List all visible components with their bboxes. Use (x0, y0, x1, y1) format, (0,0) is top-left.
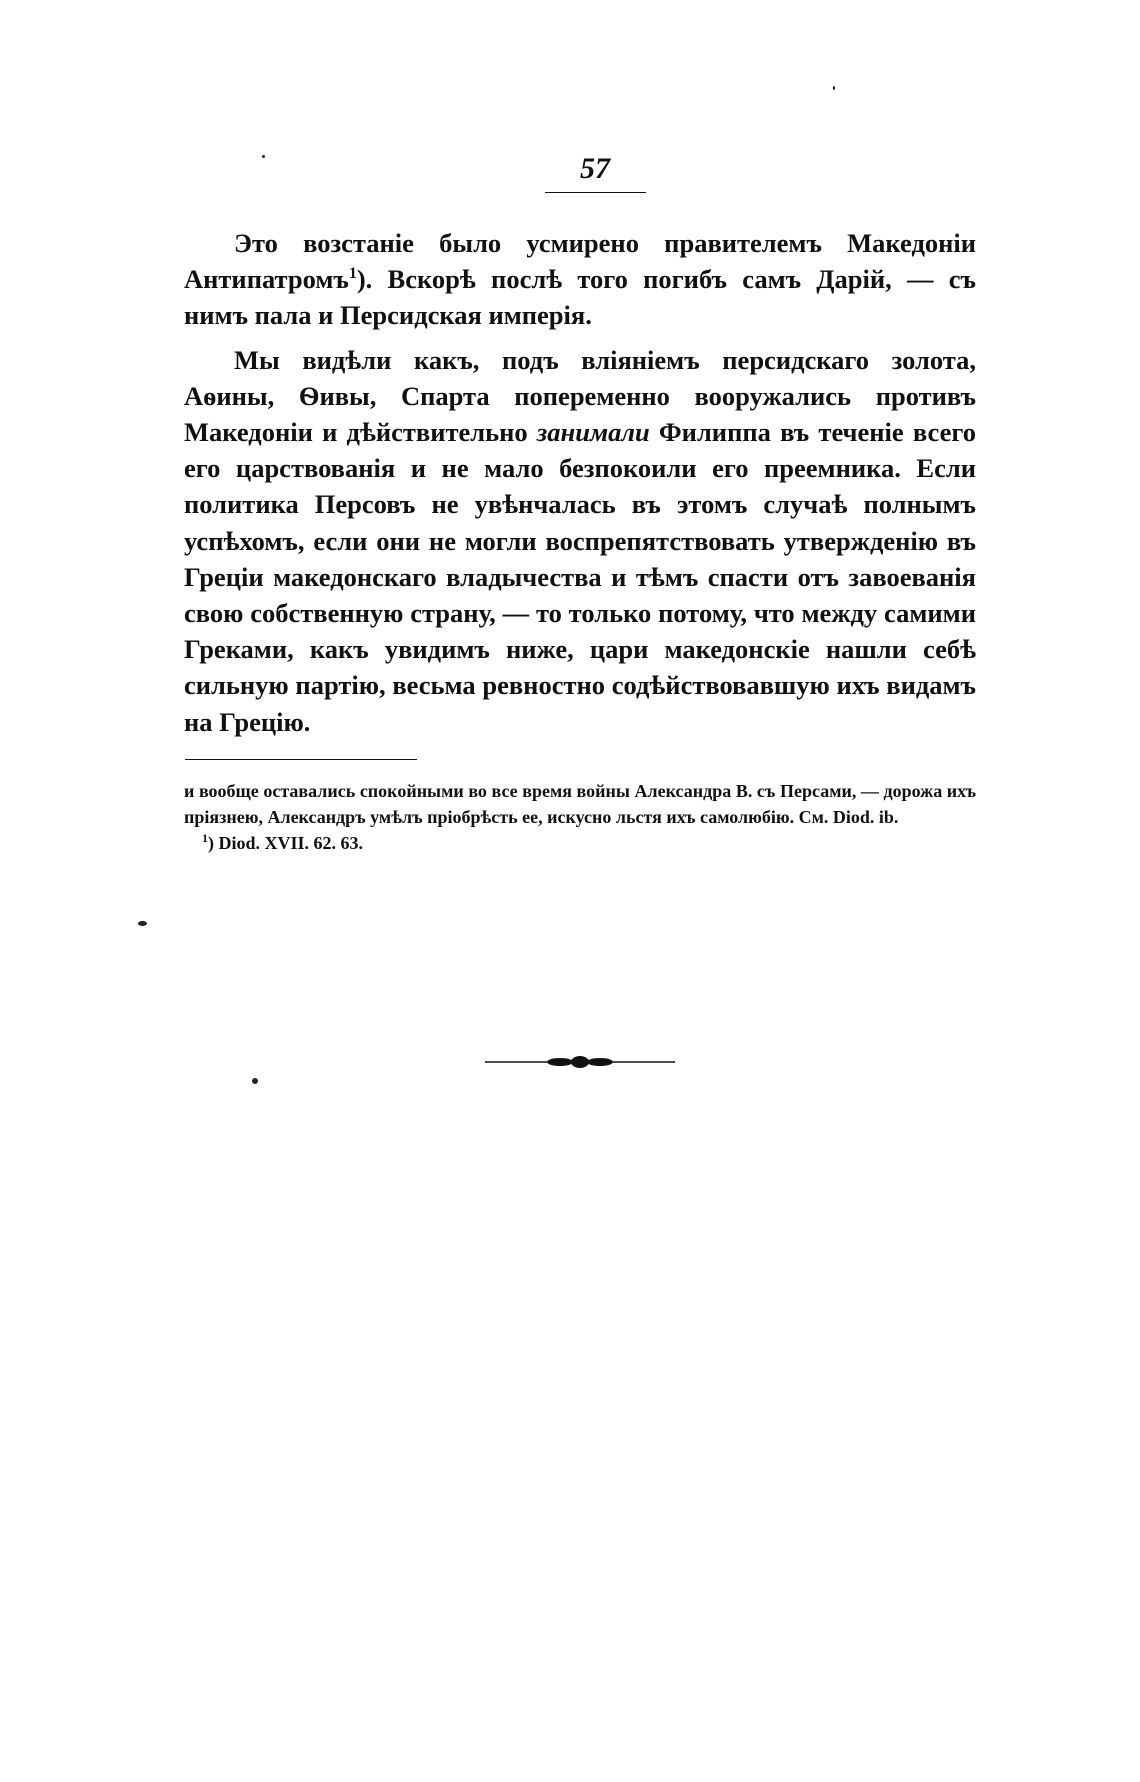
footnote-reference: 1 (348, 265, 357, 283)
ornament-center (571, 1056, 589, 1068)
header-rule (545, 192, 646, 193)
paragraph-1-text-a: Это возстаніе было усмирено правителемъ Македоніи Антипатромъ (184, 228, 976, 295)
footnote-marker: 1 (202, 831, 208, 845)
paragraph-1 (184, 225, 976, 334)
footnote-rule (185, 759, 417, 760)
ornament-leaf-left (547, 1058, 573, 1066)
paragraph-1-text-b: ). Вскорѣ послѣ того погибъ самъ Дарій, — съ нимъ пала и Персидская имперія. (184, 264, 976, 331)
paragraph-2-emphasis: занимали (536, 417, 650, 448)
paragraph-2 (184, 342, 976, 740)
footnotes (184, 778, 976, 856)
footnote-continuation: и вообще оставались спокойными во все время войны Александра В. съ Персами, — дорожа ихъ пріязнею, Александръ умѣлъ пріобрѣсть ее, искусно льстя ихъ самолюбію. См. Diod. ib. (184, 781, 976, 827)
footnote-1 (184, 830, 976, 856)
paragraph-2-text-a: Мы видѣли какъ, подъ вліяніемъ персидскаго золота, Аѳины, Ѳивы, Спарта попеременно вооружались противъ Македоніи и дѣйствительно (184, 344, 976, 448)
end-ornament (485, 1050, 675, 1074)
margin-speck (833, 86, 835, 90)
margin-speck (138, 921, 147, 926)
paragraph-2-text-b: Филиппа въ теченіе всего его царствованія и не мало безпокоили его преемника. Если политика Персовъ не увѣнчалась въ этомъ случаѣ полнымъ успѣхомъ, если они не могли воспрепятствовать утвержденію въ Греціи македонскаго владычества и тѣмъ спасти отъ завоеванія свою собственную страну, — то только потому, что между самими Греками, какъ увидимъ ниже, цари македонскіе нашли себѣ сильную партію, весьма ревностно содѣйствовавшую ихъ видамъ на Грецію. (184, 417, 976, 737)
footnote-1-text: ) Diod. XVII. 62. 63. (208, 833, 364, 853)
margin-speck (262, 155, 265, 158)
main-text (184, 225, 976, 740)
margin-speck (252, 1078, 258, 1084)
ornament-leaf-right (587, 1058, 613, 1066)
page-number: 57 (580, 152, 610, 185)
